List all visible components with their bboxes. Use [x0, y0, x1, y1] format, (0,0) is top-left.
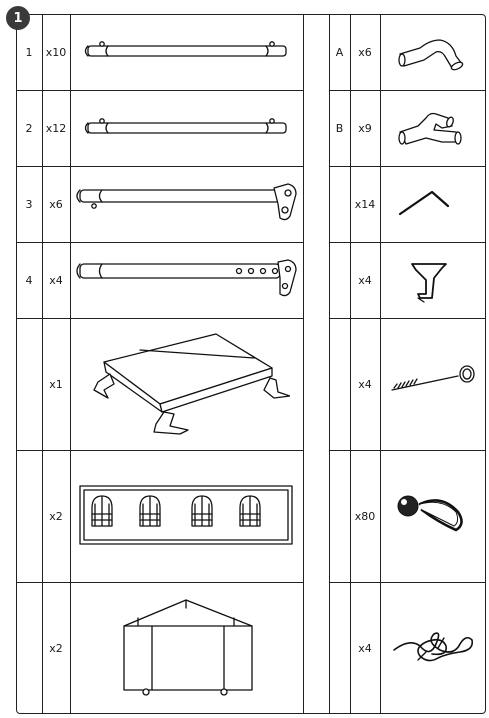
pole-straight-short-icon [80, 113, 294, 143]
part-qty: x9 [358, 121, 372, 135]
grid-line [303, 14, 304, 714]
part-qty: x14 [354, 197, 376, 211]
pole-straight-icon [80, 36, 294, 66]
step-number-badge: 1 [6, 6, 30, 30]
part-qty: x1 [49, 377, 63, 391]
part-qty: x6 [49, 197, 63, 211]
pole-bracket-icon [74, 180, 300, 228]
ground-peg-icon [388, 364, 478, 398]
side-wall-windows-icon [78, 484, 296, 548]
part-qty: x4 [49, 273, 63, 287]
part-id: B [335, 121, 344, 135]
part-qty: x4 [358, 273, 372, 287]
part-id: 2 [25, 121, 33, 135]
angle-brace-icon [396, 188, 452, 218]
part-id: 3 [25, 197, 33, 211]
foot-plate-icon [408, 258, 450, 304]
pole-bracket-holes-icon [74, 256, 300, 304]
rope-icon [390, 624, 476, 668]
part-id: 1 [25, 45, 33, 59]
part-qty: x80 [354, 509, 376, 523]
part-qty: x6 [358, 45, 372, 59]
elbow-connector-icon [396, 34, 466, 72]
part-id: 4 [25, 273, 33, 287]
gable-end-wall-icon [118, 596, 258, 700]
part-qty: x4 [358, 377, 372, 391]
grid-line [70, 14, 71, 714]
part-id: A [335, 45, 344, 59]
part-qty: x4 [358, 641, 372, 655]
grid-line [380, 14, 381, 714]
part-qty: x12 [45, 121, 67, 135]
part-qty: x2 [49, 641, 63, 655]
part-qty: x10 [45, 45, 67, 59]
roof-cover-icon [84, 328, 290, 440]
tee-connector-icon [396, 108, 466, 148]
ball-bungee-icon [392, 490, 468, 542]
part-qty: x2 [49, 509, 63, 523]
